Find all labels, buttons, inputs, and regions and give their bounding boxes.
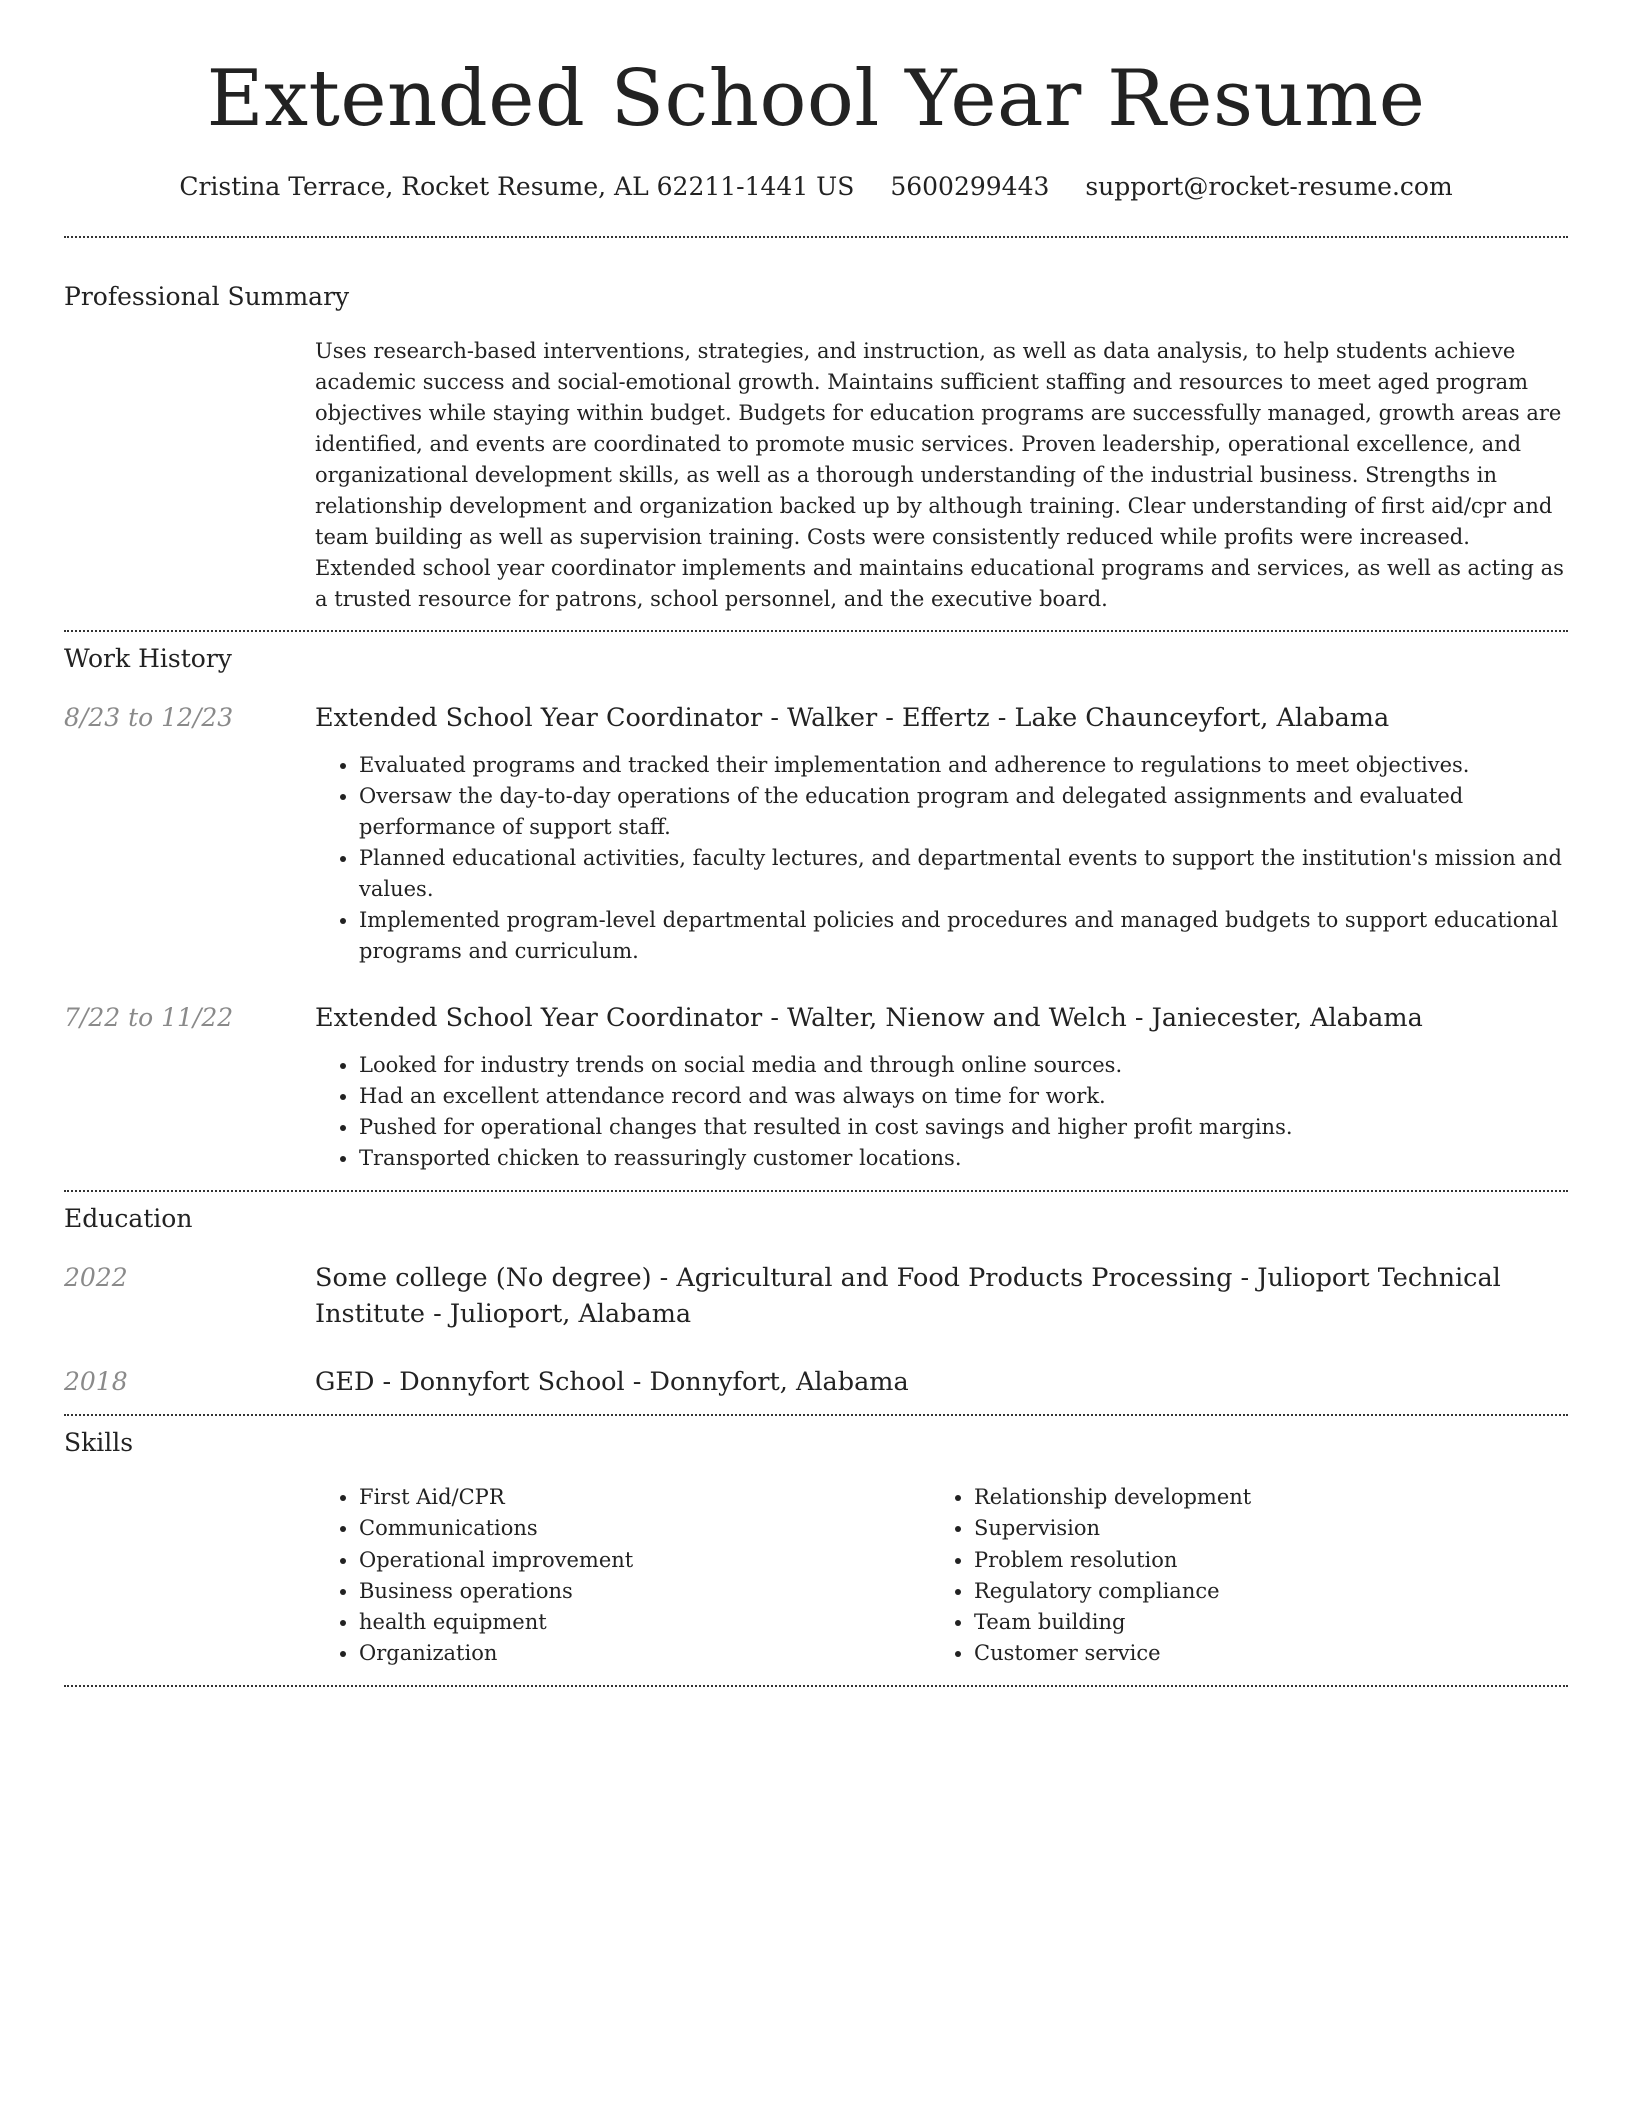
job-bullets bbox=[315, 750, 1568, 967]
education-entry bbox=[64, 1260, 1568, 1332]
skills-list-right bbox=[930, 1482, 1530, 1669]
skills-section bbox=[64, 1428, 1568, 1669]
job-entry bbox=[64, 1000, 1568, 1174]
education-year: 2018 bbox=[64, 1367, 128, 1396]
job-bullets bbox=[315, 1050, 1568, 1174]
skill-item: • Business operations bbox=[359, 1576, 930, 1607]
job-dates: 7/22 to 11/22 bbox=[64, 1003, 234, 1032]
job-bullet: • Evaluated programs and tracked their implementation and adherence to regulations to meet objectives. bbox=[359, 750, 1568, 781]
work-history-divider bbox=[64, 1190, 1568, 1192]
contact-phone: 5600299443 bbox=[890, 172, 1050, 201]
work-history-section bbox=[64, 644, 1568, 1174]
job-bullet: • Transported chicken to reassuringly customer locations. bbox=[359, 1143, 1568, 1174]
skill-item: • Communications bbox=[359, 1513, 930, 1544]
contact-line bbox=[64, 172, 1568, 202]
skill-item: • Customer service bbox=[974, 1638, 1530, 1669]
header-divider bbox=[64, 236, 1568, 238]
summary-text: Uses research-based interventions, strategies, and instruction, as well as data analysis, to help students achieve academic success and social-emotional growth. Maintains sufficient staffing and resources to meet aged program objectives while staying within budget. Budgets for education programs are successfully managed, growth areas are identified, and events are coordinated to promote music services. Proven leadership, operational excellence, and organizational development skills, as well as a thorough understanding of the industrial business. Strengths in relationship development and organization backed up by although training. Clear understanding of first aid/cpr and team building as well as supervision training. Costs were consistently reduced while profits were increased. Extended school year coordinator implements and maintains educational programs and services, as well as acting as a trusted resource for patrons, school personnel, and the executive board. bbox=[315, 339, 1564, 611]
skill-item: • Operational improvement bbox=[359, 1545, 930, 1576]
job-bullet: • Pushed for operational changes that resulted in cost savings and higher profit margins. bbox=[359, 1112, 1568, 1143]
summary-section bbox=[64, 282, 1568, 615]
summary-heading: Professional Summary bbox=[64, 282, 350, 311]
education-text: GED - Donnyfort School - Donnyfort, Alabama bbox=[315, 1367, 909, 1397]
job-bullet: • Planned educational activities, faculty lectures, and departmental events to support the institution's mission and values. bbox=[359, 843, 1568, 905]
job-bullet: • Implemented program-level departmental policies and procedures and managed budgets to support educational programs and curriculum. bbox=[359, 905, 1568, 967]
education-entry bbox=[64, 1364, 1568, 1400]
resume-title: Extended School Year Resume bbox=[206, 54, 1426, 144]
education-text: Some college (No degree) - Agricultural and Food Products Processing - Julioport Technical Institute - Julioport, Alabama bbox=[315, 1263, 1501, 1329]
job-bullet: • Looked for industry trends on social media and through online sources. bbox=[359, 1050, 1568, 1081]
work-history-heading: Work History bbox=[64, 644, 232, 673]
skill-item: • health equipment bbox=[359, 1607, 930, 1638]
skill-item: • Organization bbox=[359, 1638, 930, 1669]
skills-list-left bbox=[315, 1482, 930, 1669]
job-title: Extended School Year Coordinator bbox=[315, 1003, 763, 1033]
skills-grid bbox=[315, 1482, 1568, 1669]
job-heading bbox=[315, 700, 1568, 736]
skill-item: • Relationship development bbox=[974, 1482, 1530, 1513]
education-heading: Education bbox=[64, 1204, 193, 1233]
job-entry bbox=[64, 700, 1568, 967]
job-title: Extended School Year Coordinator bbox=[315, 703, 763, 733]
job-details: - Walter, Nienow and Welch - Janiecester, Alabama bbox=[762, 1003, 1423, 1033]
education-divider bbox=[64, 1414, 1568, 1416]
job-bullet: • Oversaw the day-to-day operations of the education program and delegated assignments and evaluated performance of support staff. bbox=[359, 781, 1568, 843]
skill-item: • Supervision bbox=[974, 1513, 1530, 1544]
skill-item: • Team building bbox=[974, 1607, 1530, 1638]
skill-item: • First Aid/CPR bbox=[359, 1482, 930, 1513]
skill-item: • Regulatory compliance bbox=[974, 1576, 1530, 1607]
contact-address: Cristina Terrace, Rocket Resume, AL 62211-1441 US bbox=[179, 172, 855, 201]
skills-divider bbox=[64, 1685, 1568, 1687]
education-year: 2022 bbox=[64, 1263, 128, 1292]
job-details: - Walker - Effertz - Lake Chaunceyfort, Alabama bbox=[762, 703, 1390, 733]
job-heading bbox=[315, 1000, 1568, 1036]
job-bullet: • Had an excellent attendance record and was always on time for work. bbox=[359, 1081, 1568, 1112]
education-section bbox=[64, 1204, 1568, 1400]
skills-heading: Skills bbox=[64, 1428, 134, 1458]
skill-item: • Problem resolution bbox=[974, 1545, 1530, 1576]
contact-email: support@rocket-resume.com bbox=[1085, 172, 1453, 201]
job-dates: 8/23 to 12/23 bbox=[64, 703, 234, 732]
summary-divider bbox=[64, 630, 1568, 632]
